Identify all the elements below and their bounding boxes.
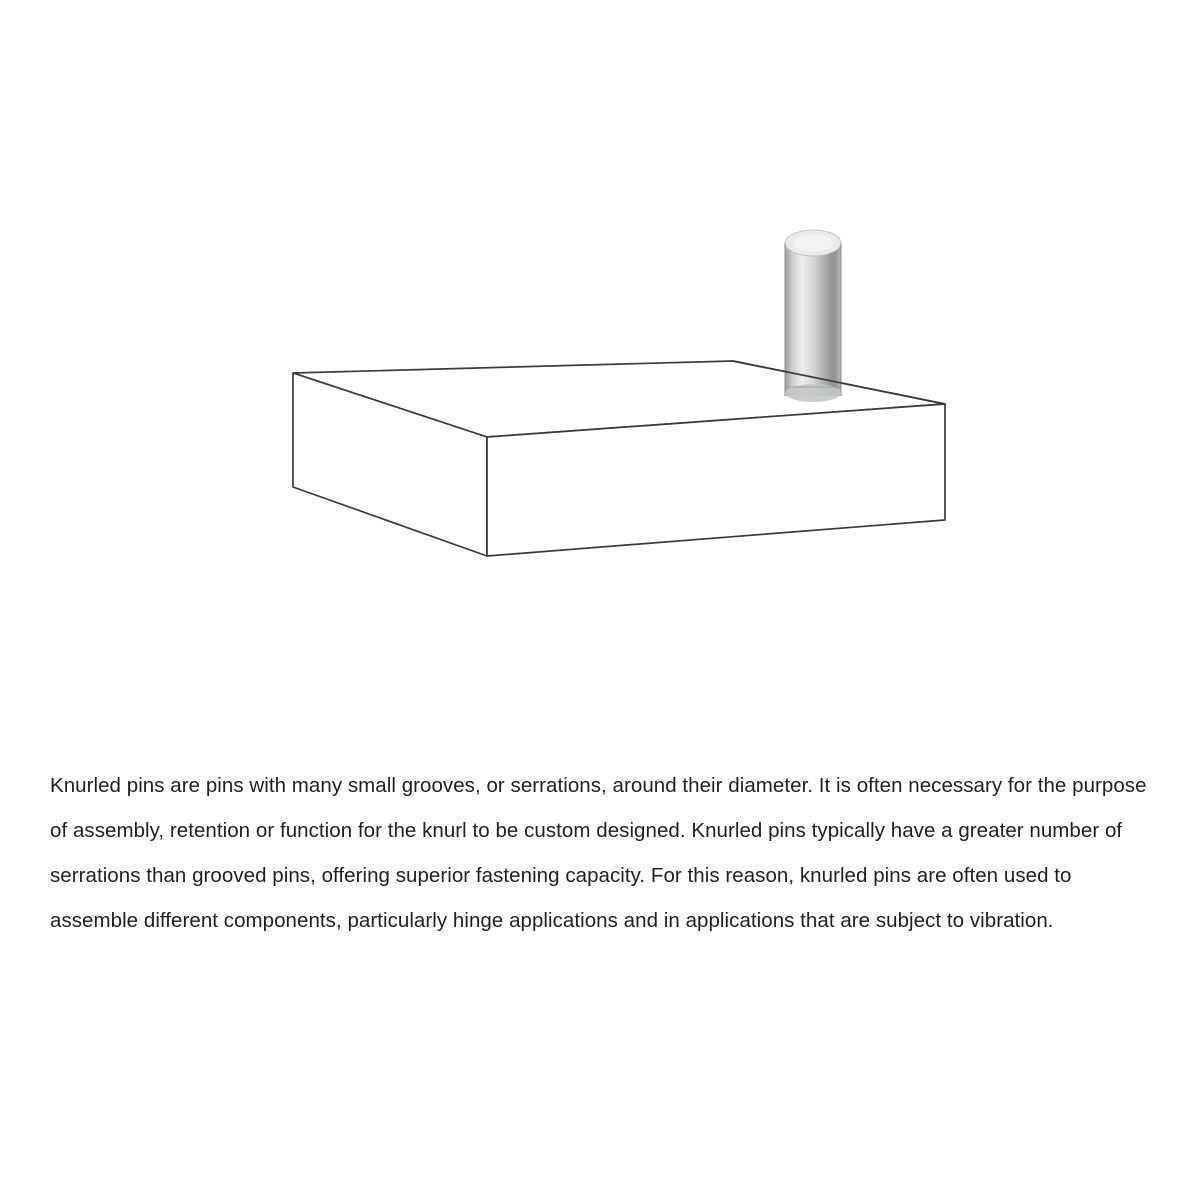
pin-shaft <box>785 230 841 402</box>
block-shape <box>293 361 945 556</box>
figure-caption: Knurled pins are pins with many small grooves, or serrations, around their diameter. It is often necessary for the purpose of assembly, retention or function for the knurl to be custom designed. Knurled pins typically have a greater number of serrations than grooved pins, offering superior fastening capacity. For this reason, knurled pins are often used to assemble different components, particularly hinge applications and in applications that are subject to vibration. <box>50 773 1147 932</box>
